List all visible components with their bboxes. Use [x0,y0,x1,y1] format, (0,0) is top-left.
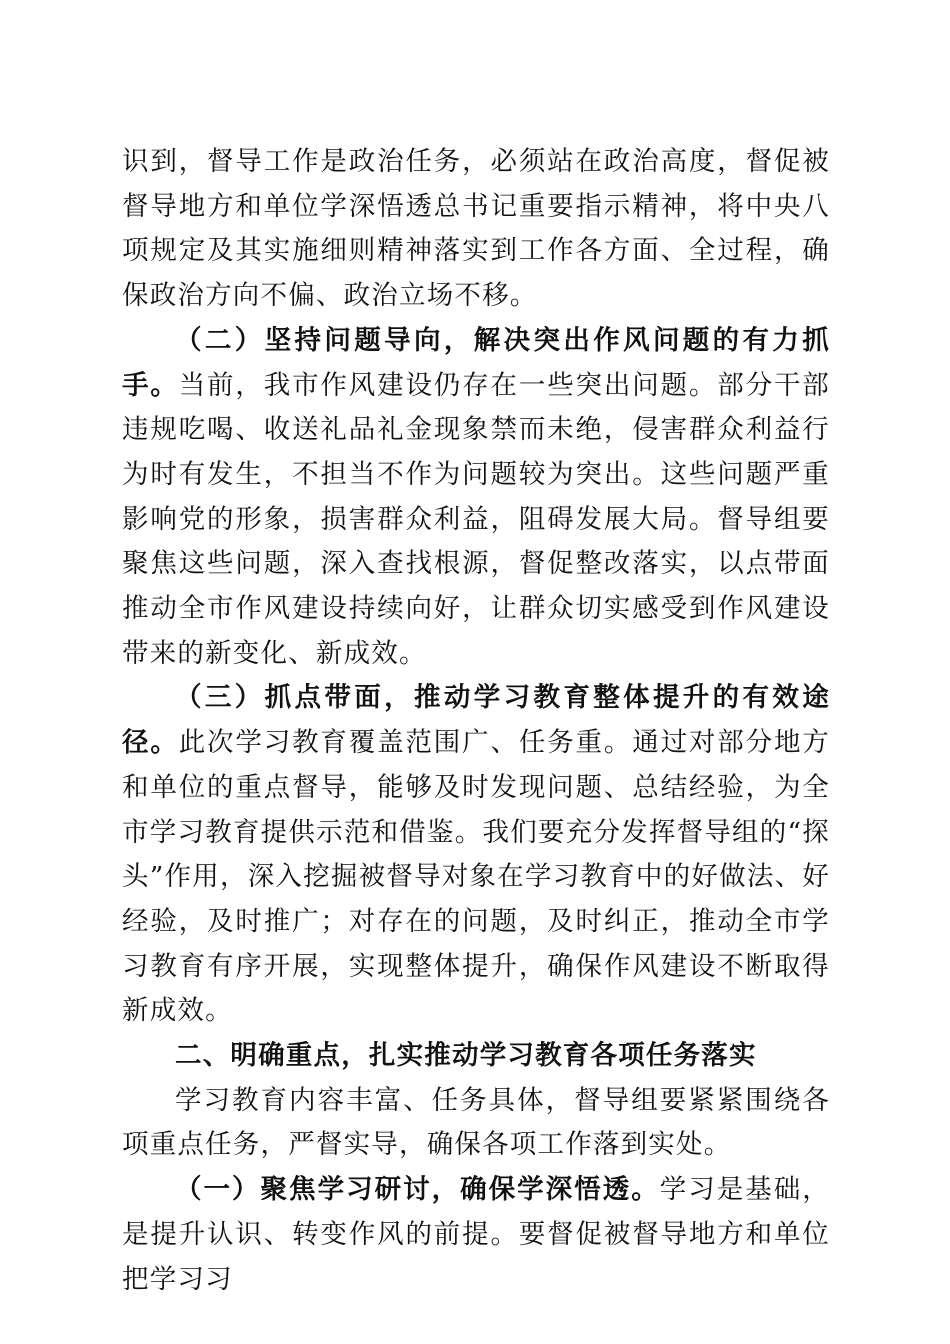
point-2-body: 当前，我市作风建设仍存在一些突出问题。部分干部违规吃喝、收送礼品礼金现象禁而未绝，侵害群众利益行为时有发生，不担当不作为问题较为突出。这些问题严重影响党的形象，损害群众利益，阻碍发展大局。督导组要聚焦这些问题，深入查找根源，督促整改落实，以点带面推动全市作风建设持续向好，让群众切实感受到作风建设带来的新变化、新成效。 [122,369,830,669]
point-3-lead: （三）抓点带面，推动学习教育整体提升的有效途径。 [122,682,830,759]
point-1-lead: （一）聚焦学习研讨，确保学深悟透。 [175,1174,660,1206]
point-3-body: 此次学习教育覆盖范围广、任务重。通过对部分地方和单位的重点督导，能够及时发现问题、总结经验，为全市学习教育提供示范和借鉴。我们要充分发挥督导组的“探头”作用，深入挖掘被督导对象在学习教育中的好做法、好经验，及时推广；对存在的问题，及时纠正，推动全市学习教育有序开展，实现整体提升，确保作风建设不断取得新成效。 [122,727,830,1027]
paragraph-point-1 [122,1168,830,1302]
paragraph-point-2 [122,319,830,677]
point-2-lead: （二）坚持问题导向，解决突出作风问题的有力抓手。 [122,324,830,401]
paragraph-point-3 [122,676,830,1034]
document-body [122,140,830,1302]
paragraph-body: 学习教育内容丰富、任务具体，督导组要紧紧围绕各项重点任务，严督实导，确保各项工作落到实处。 [122,1084,830,1161]
section-heading: 二、明确重点，扎实推动学习教育各项任务落实 [175,1040,757,1072]
point-1-body: 学习是基础，是提升认识、转变作风的前提。要督促被督导地方和单位把学习习 [122,1174,831,1295]
paragraph-continuation: 识到，督导工作是政治任务，必须站在政治高度，督促被督导地方和单位学深悟透总书记重要指示精神，将中央八项规定及其实施细则精神落实到工作各方面、全过程，确保政治方向不偏、政治立场不移。 [122,146,830,312]
